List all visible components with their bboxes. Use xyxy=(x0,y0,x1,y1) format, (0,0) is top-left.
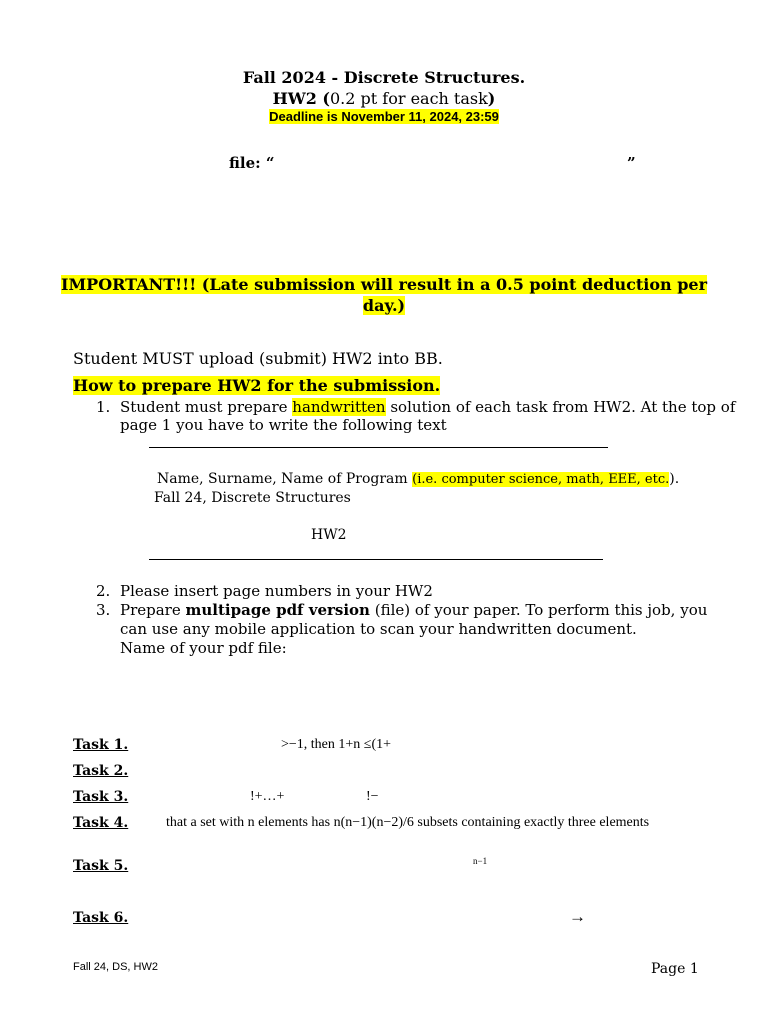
hw-subtitle-close: ) xyxy=(487,89,496,108)
task-3-text-a: !+…+ xyxy=(250,789,285,804)
document-title: Fall 2024 - Discrete Structures. xyxy=(242,68,526,87)
list-item-3-post: (file) of your paper. To perform this job, you xyxy=(369,601,708,619)
important-line-1: IMPORTANT!!! (Late submission will result in a 0.5 point deduction per xyxy=(60,275,708,294)
task-6-label: Task 6. xyxy=(73,910,129,926)
list-item-1-post: solution of each task from HW2. At the top of xyxy=(385,398,736,416)
hw-subtitle xyxy=(0,89,768,108)
divider-top xyxy=(149,447,608,448)
howto-heading-wrapper xyxy=(73,376,440,395)
list-item-1-pre: Student must prepare xyxy=(120,398,293,416)
task-5-label: Task 5. xyxy=(73,858,129,874)
template-name-line xyxy=(157,471,679,487)
upload-instruction: Student MUST upload (submit) HW2 into BB. xyxy=(73,349,443,368)
list-item-3-text xyxy=(120,601,707,619)
file-close-quote: ” xyxy=(627,154,636,172)
deadline-wrapper xyxy=(0,109,768,125)
program-examples-highlight: (i.e. computer science, math, EEE, etc. xyxy=(412,472,670,487)
handwritten-highlight: handwritten xyxy=(292,398,386,416)
list-item-1-line-2: page 1 you have to write the following text xyxy=(120,416,447,434)
task-1-label: Task 1. xyxy=(73,737,129,753)
list-item-3-line-2: can use any mobile application to scan your handwritten document. xyxy=(120,620,637,638)
important-line-2: day.) xyxy=(362,296,406,315)
hw-subtitle-points: 0.2 pt for each task xyxy=(329,89,488,108)
task-4-text: that a set with n elements has n(n−1)(n−2)/6 subsets containing exactly three elements xyxy=(166,815,650,830)
task-2-label: Task 2. xyxy=(73,763,129,779)
template-course-line: Fall 24, Discrete Structures xyxy=(154,490,351,506)
task-5-superscript: n−1 xyxy=(473,856,488,866)
task-1-text: >−1, then 1+n ≤(1+ xyxy=(281,737,392,752)
list-item-1-text xyxy=(120,398,735,416)
howto-heading: How to prepare HW2 for the submission. xyxy=(73,376,441,395)
template-name-pre: Name, Surname, Name of Program xyxy=(157,471,413,487)
task-3-label: Task 3. xyxy=(73,789,129,805)
deadline-banner: Deadline is November 11, 2024, 23:59 xyxy=(269,109,499,124)
file-label: file: “ xyxy=(229,154,275,172)
important-line-1-wrapper xyxy=(0,275,768,294)
divider-bottom xyxy=(149,559,603,560)
list-item-1-number: 1. xyxy=(96,398,111,416)
list-item-3-number: 3. xyxy=(96,601,111,619)
template-hw-line: HW2 xyxy=(311,527,347,543)
page-number: Page 1 xyxy=(651,961,699,977)
list-item-2-text: Please insert page numbers in your HW2 xyxy=(120,582,433,600)
task-3-text-b: !− xyxy=(366,789,379,804)
task-4-label: Task 4. xyxy=(73,815,129,831)
footer-course: Fall 24, DS, HW2 xyxy=(73,961,158,973)
list-item-3-line-3: Name of your pdf file: xyxy=(120,639,287,657)
list-item-3-pre: Prepare xyxy=(120,601,186,619)
list-item-2-number: 2. xyxy=(96,582,111,600)
important-line-2-wrapper xyxy=(0,296,768,315)
template-name-post: ). xyxy=(669,471,680,487)
task-6-arrow: → xyxy=(569,907,586,926)
list-item-3-bold: multipage pdf version xyxy=(185,601,370,619)
hw-subtitle-bold: HW2 ( xyxy=(272,89,330,108)
